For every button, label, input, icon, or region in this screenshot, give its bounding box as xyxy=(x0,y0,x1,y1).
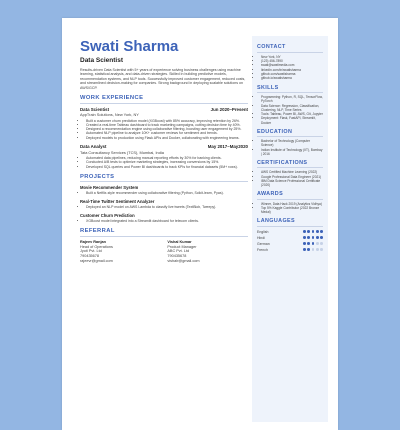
rating-dot-filled xyxy=(316,230,319,233)
language-name: French xyxy=(257,247,268,252)
list-item: • Winner, Data Hack 2019 (Analytics Vidhya) xyxy=(261,202,323,206)
candidate-title: Data Scientist xyxy=(80,57,123,64)
referral-title: Product Manager xyxy=(167,244,197,249)
rating-dot-filled xyxy=(307,230,310,233)
contact-email[interactable]: • swati@swatimedia.com xyxy=(261,63,323,67)
referral-card xyxy=(80,240,161,264)
list-item: • Tools: Tableau, Power BI, AWS, Git, Jupyter xyxy=(261,112,323,116)
job-dates: May 2017–May2020 xyxy=(207,144,248,150)
referral-email[interactable]: rajeevr@gmail.com xyxy=(80,258,113,263)
skills-list xyxy=(257,95,323,125)
sidebar xyxy=(252,36,328,422)
list-item: • XGBoost model integrated into a Streamlit dashboard for telecom clients. xyxy=(86,219,248,223)
language-rating xyxy=(303,236,323,239)
job-dates: Jun 2020–Present xyxy=(210,106,248,112)
list-item: • Automated NLP pipeline to analyze 10K+ customer reviews for sentiment and trends. xyxy=(86,131,248,135)
language-name: English xyxy=(257,229,269,234)
experience-heading: WORK EXPERIENCE xyxy=(80,95,248,104)
list-item: • Built a Netflix-style recommender using collaborative filtering (Python, Scikit-learn, Pyas). xyxy=(86,191,248,195)
rating-dot-filled xyxy=(312,230,315,233)
language-name: Hindi xyxy=(257,235,265,240)
referral-name: Rajeev Ranjan xyxy=(80,239,106,244)
rating-dot-filled xyxy=(303,248,306,251)
referral-email[interactable]: vishalr@gmail.com xyxy=(167,258,200,263)
language-rating xyxy=(303,248,323,251)
job-role: Data Scientist xyxy=(80,106,110,112)
project-entry xyxy=(80,199,248,209)
rating-dot-filled xyxy=(303,236,306,239)
rating-dot-filled xyxy=(307,248,310,251)
list-item: • Developed SQL queries and Power BI dashboards to track KPIs for financial datasets (5M+ rows). xyxy=(86,165,248,169)
rating-dot-filled xyxy=(320,236,323,239)
contact-list xyxy=(257,55,323,81)
referral-company: ABC Pvt. Ltd xyxy=(167,249,190,254)
job-company: AppTrain Solutions, New York, NY xyxy=(80,112,139,118)
job-company: Tata Consultancy Services (TCS), Mumbai, India xyxy=(80,149,164,155)
referral-title: Head of Operations xyxy=(80,244,113,249)
list-item: • Automated data pipelines, reducing manual reporting efforts by 30% for banking clients. xyxy=(86,156,248,160)
job-bullets xyxy=(80,119,248,140)
list-item: • Conducted A/B tests to optimize marketing strategies, increasing conversions by 15%. xyxy=(86,160,248,164)
rating-dot-empty xyxy=(320,248,323,251)
education-heading: EDUCATION xyxy=(257,129,323,138)
rating-dot-empty xyxy=(316,248,319,251)
certifications-heading: CERTIFICATIONS xyxy=(257,160,323,169)
list-item: • Created a real-time Tableau dashboard to track marketing campaigns, cutting decision time by 40%. xyxy=(86,123,248,127)
list-item: • Indian Institute of Technology (IIT), Bombay | 2016 xyxy=(261,148,323,156)
list-item: • Deployed models to production using Flask APIs and Docker, collaborating with engineering teams. xyxy=(86,136,248,140)
awards-heading: AWARDS xyxy=(257,191,323,200)
language-rating xyxy=(303,230,323,233)
job-entry xyxy=(80,144,248,169)
project-entry xyxy=(80,213,248,223)
list-item: • Designed a recommendation engine using collaborative filtering, boosting user engagement by 25%. xyxy=(86,127,248,131)
rating-dot-empty xyxy=(316,242,319,245)
rating-dot-filled xyxy=(303,230,306,233)
job-role: Data Analyst xyxy=(80,144,107,150)
languages-list xyxy=(257,229,323,253)
rating-dot-filled xyxy=(320,230,323,233)
referral-company: Jyoti Pvt. Ltd xyxy=(80,249,102,254)
list-item: • Data Science: Regression, Classification, Clustering, NLP, Time Series xyxy=(261,104,323,112)
rating-dot-empty xyxy=(320,242,323,245)
list-item: • Top 5% Kaggle Contributor (2022 Bronze Medal) xyxy=(261,206,323,214)
rating-dot-filled xyxy=(303,242,306,245)
contact-heading: CONTACT xyxy=(257,44,323,53)
project-title: Movie Recommender System xyxy=(80,185,139,191)
list-item: • Google Professional Data Engineer (2021) xyxy=(261,175,323,179)
list-item: • IBM Data Science Professional Certificate (2020) xyxy=(261,179,323,187)
list-item: • Bachelor of Technology (Computer Science) xyxy=(261,139,323,147)
contact-phone: • (123) 456-7890 xyxy=(261,59,323,63)
awards-list xyxy=(257,202,323,215)
rating-dot-filled xyxy=(316,236,319,239)
list-item: • AWS Certified Machine Learning (2022) xyxy=(261,170,323,174)
contact-location: • New York, NY xyxy=(261,55,323,59)
language-row xyxy=(257,247,323,253)
skills-heading: SKILLS xyxy=(257,85,323,94)
referral-name: Vishal Kumar xyxy=(167,239,192,244)
referral-phone: 790435678 xyxy=(167,253,187,258)
list-item: • Programming: Python, R, SQL, TensorFlow, PyTorch xyxy=(261,95,323,103)
referral-list xyxy=(80,240,248,264)
list-item: • Deployment: Flask, FastAPI, Streamlit, Docker xyxy=(261,116,323,124)
contact-portfolio[interactable]: • github.io/swatisharma xyxy=(261,76,323,80)
certifications-list xyxy=(257,170,323,187)
language-rating xyxy=(303,242,323,245)
job-entry xyxy=(80,107,248,140)
main-column xyxy=(80,36,248,263)
rating-dot-empty xyxy=(312,248,315,251)
education-list xyxy=(257,139,323,156)
projects-heading: PROJECTS xyxy=(80,174,248,183)
project-entry xyxy=(80,185,248,195)
rating-dot-filled xyxy=(307,242,310,245)
rating-dot-filled xyxy=(312,236,315,239)
language-name: German xyxy=(257,241,270,246)
rating-dot-filled xyxy=(307,236,310,239)
contact-github[interactable]: • github.com/swatisharma xyxy=(261,72,323,76)
project-title: Customer Churn Prediction xyxy=(80,213,135,218)
referral-card xyxy=(167,240,248,264)
list-item: • Deployed an NLP model on AWS Lambda to classify live tweets (TextBlob, Tweepy). xyxy=(86,205,248,209)
summary: Results-driven Data Scientist with 5+ years of experience solving business challenges using machine learning, statistical analysis, and data-driven strategies. Skilled in building predictive models, recommendation systems, and NLP tools. Successfully improved customer engagement, reduced costs, and streamlined decision-making for companies. Strong background in deploying scalable solutions on AWS/GCP. xyxy=(80,68,246,90)
job-bullets xyxy=(80,156,248,169)
referral-phone: 790435678 xyxy=(80,253,100,258)
resume-page xyxy=(62,18,338,430)
contact-linkedin[interactable]: • linkedin.com/in/swatisharma xyxy=(261,68,323,72)
languages-heading: LANGUAGES xyxy=(257,218,323,227)
referral-heading: REFERRAL xyxy=(80,228,248,237)
project-title: Real-Time Twitter Sentiment Analyzer xyxy=(80,199,155,205)
candidate-name: Swati Sharma xyxy=(80,38,179,55)
rating-dot-filled xyxy=(312,242,315,245)
list-item: • Built a customer churn prediction model (XGBoost) with 85% accuracy, improving retention by 26%. xyxy=(86,119,248,123)
